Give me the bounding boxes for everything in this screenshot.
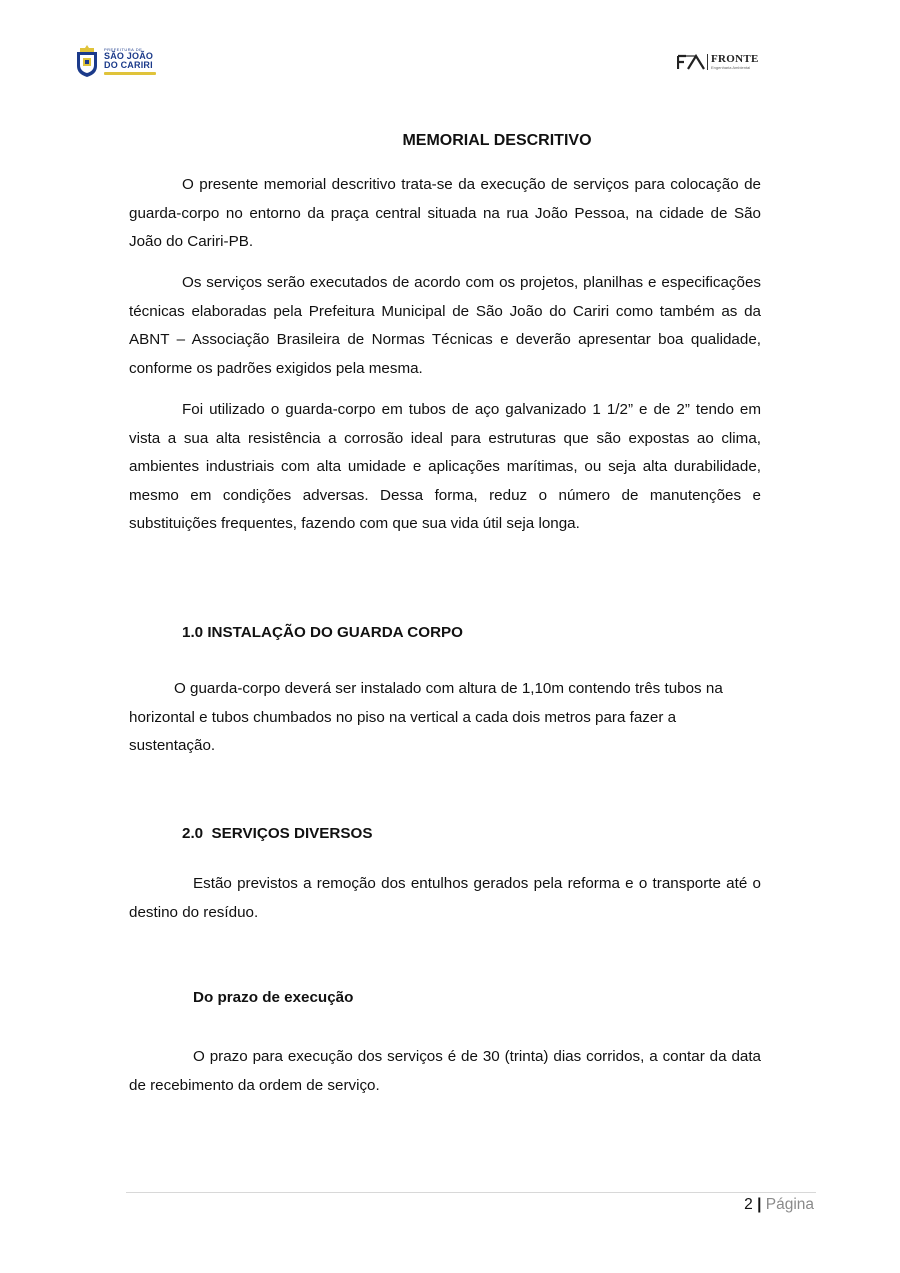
footer-divider [126,1192,816,1193]
city-logo-bar [104,72,156,75]
city-logo [74,43,160,79]
fronte-logo-subtitle: Engenharia Ambiental [711,65,751,70]
section-heading-services: 2.0 SERVIÇOS DIVERSOS [182,825,373,842]
city-crest-icon [74,44,100,78]
fronte-logo-name: FRONTE [711,53,759,65]
city-logo-name-line1: SÃO JOÃO [104,50,154,61]
page-footer [744,1196,814,1214]
intro-paragraph-1: O presente memorial descritivo trata-se da execução de serviços para colocação de guarda-corpo no entorno da praça central situada na rua João Pessoa, na cidade de São João do Cariri-PB. [129,176,761,251]
page-separator: | [757,1196,762,1213]
section-text-installation: O guarda-corpo deverá ser instalado com altura de 1,10m contendo três tubos na horizontal e tubos chumbados no piso na vertical a cada dois metros para fazer a sustentação. [129,680,723,755]
fronte-mark-icon [677,54,705,70]
section-text-deadline: O prazo para execução dos serviços é de 30 (trinta) dias corridos, a contar da data de recebimento da ordem de serviço. [129,1048,761,1094]
intro-paragraph-2: Os serviços serão executados de acordo com os projetos, planilhas e especificações técnicas elaboradas pela Prefeitura Municipal de São João do Cariri como também as da ABNT – Associação Brasileira de Normas Técnicas e deverão apresentar boa qualidade, conforme os padrões exigidos pela mesma. [129,274,761,377]
city-logo-name-line2: DO CARIRI [104,59,153,70]
page-number: 2 [744,1196,753,1213]
section-text-services: Estão previstos a remoção dos entulhos gerados pela reforma e o transporte até o destino do resíduo. [129,875,761,921]
fronte-logo [677,52,759,72]
document-title: MEMORIAL DESCRITIVO [402,132,592,149]
intro-paragraph-3: Foi utilizado o guarda-corpo em tubos de aço galvanizado 1 1/2” e de 2” tendo em vista a sua alta resistência a corrosão ideal para estruturas que são expostas ao clima, ambientes industriais com alta umidade e aplicações marítimas, ou seja alta durabilidade, mesmo em condições adversas. Dessa forma, reduz o número de manutenções e substituições frequentes, fazendo com que sua vida útil seja longa. [129,401,761,533]
section-heading-deadline: Do prazo de execução [193,989,354,1006]
page-word: Página [765,1196,814,1213]
city-logo-top-line: PREFEITURA DE [104,46,143,52]
section-heading-installation: 1.0 INSTALAÇÃO DO GUARDA CORPO [182,624,463,641]
